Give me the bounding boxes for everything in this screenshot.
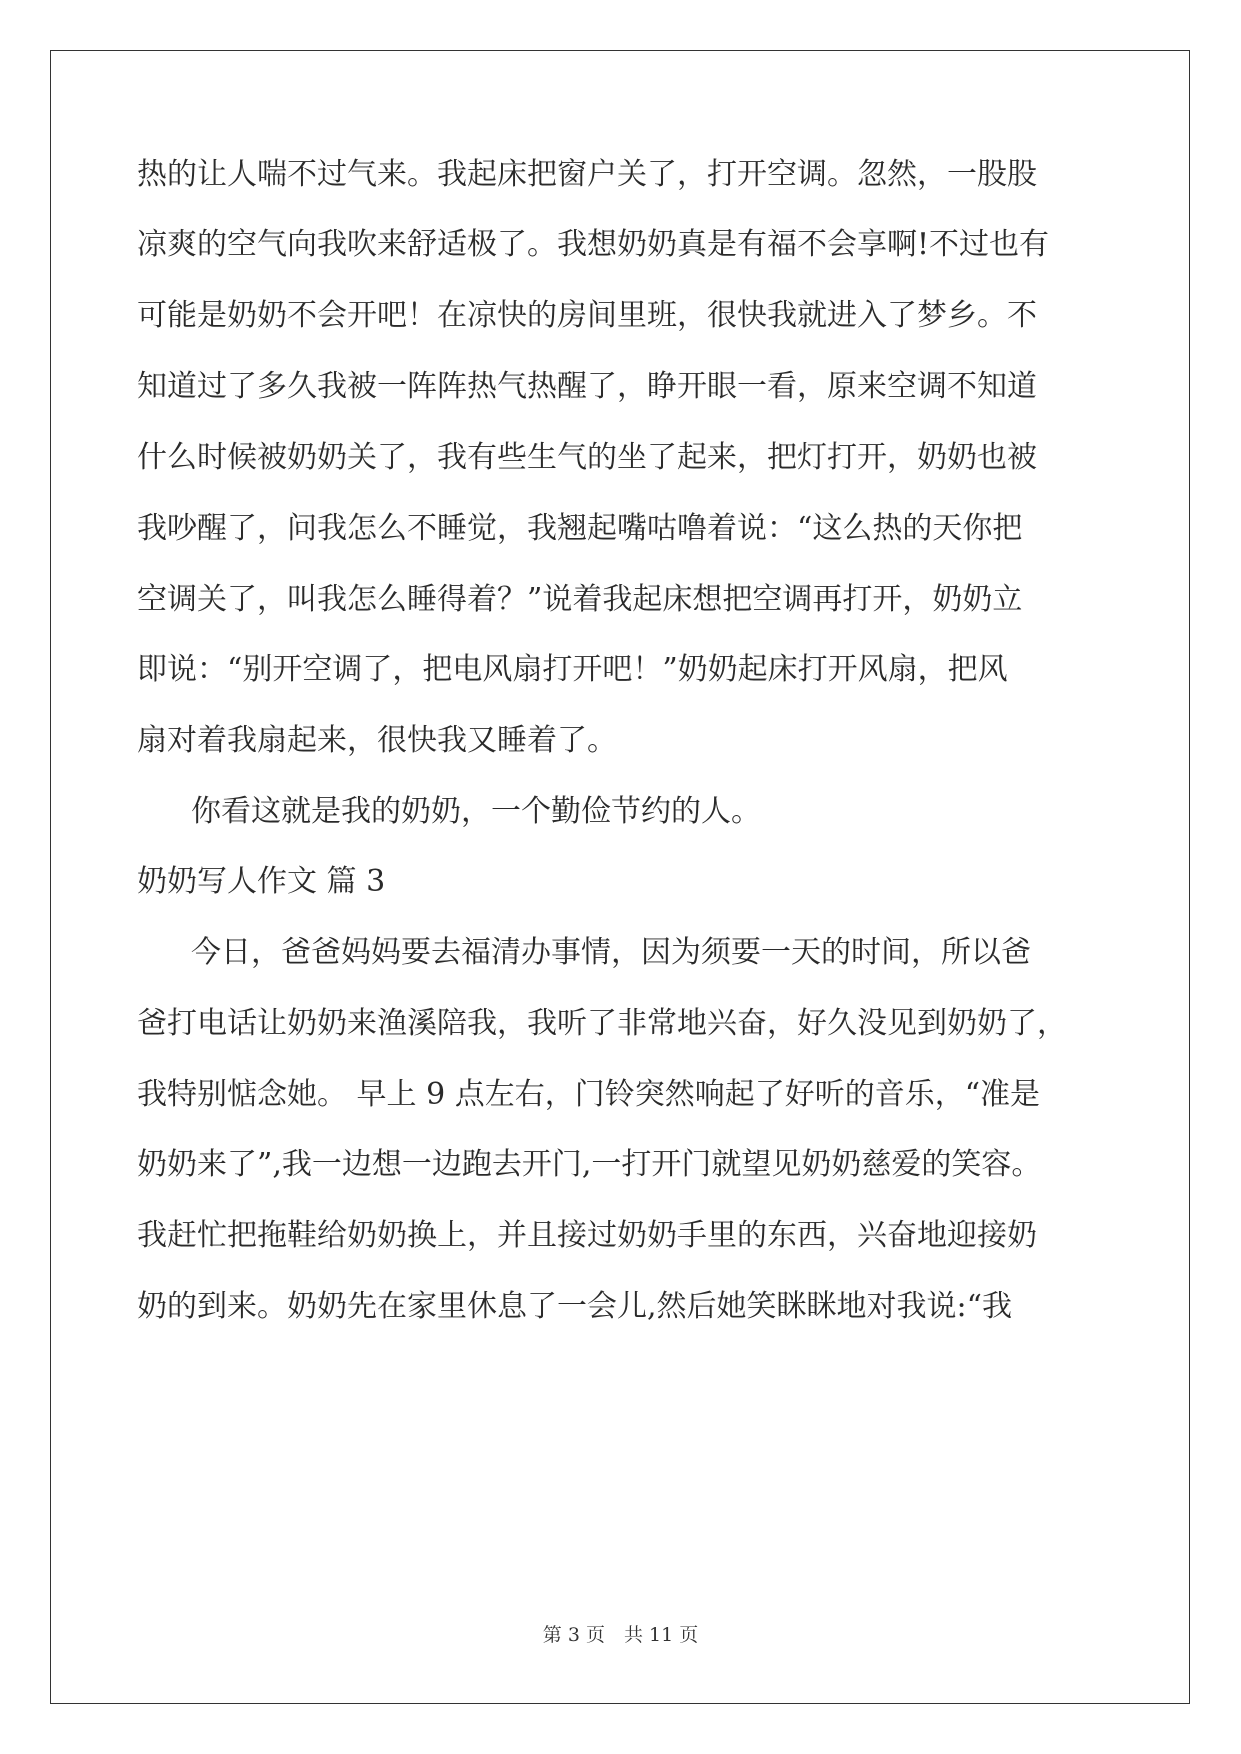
- page-number-footer: 第 3 页 共 11 页: [542, 1624, 699, 1646]
